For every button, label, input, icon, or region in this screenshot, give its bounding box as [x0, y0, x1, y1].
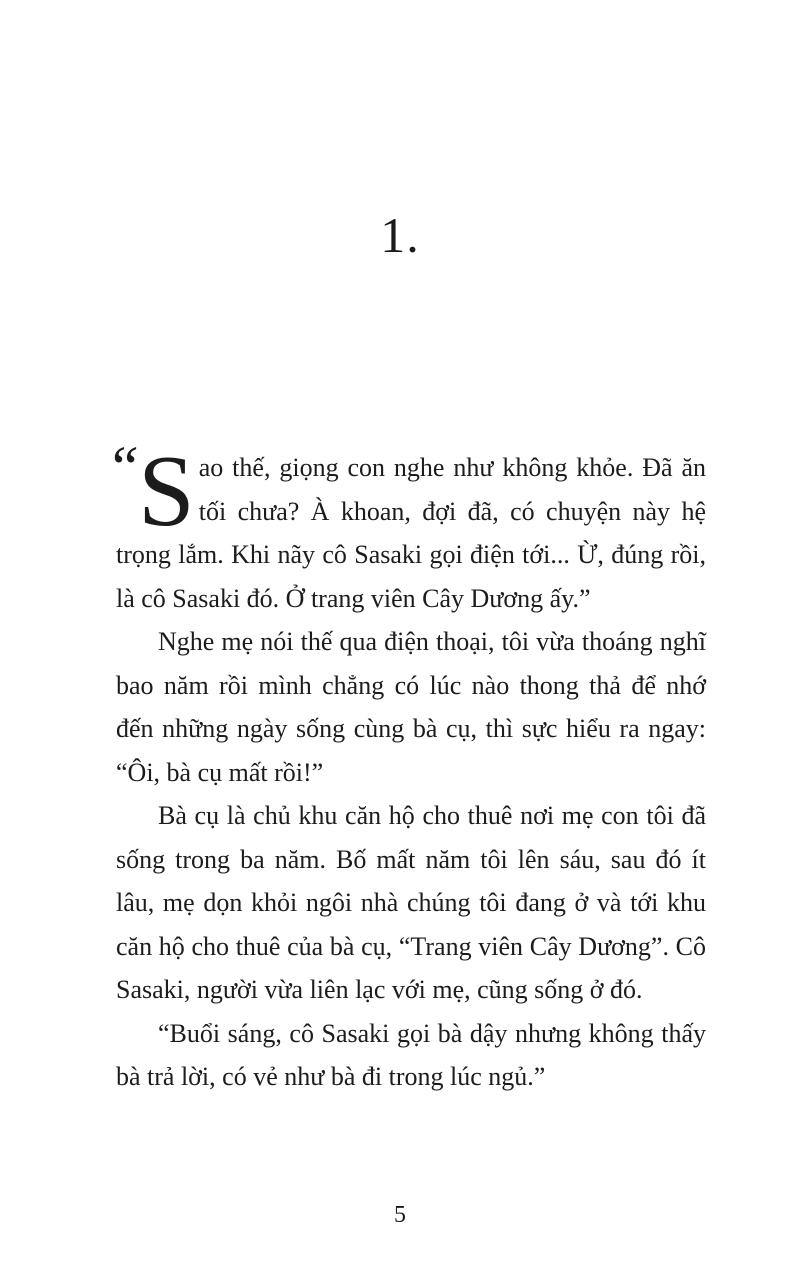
chapter-number: 1. [380, 207, 420, 263]
opening-paragraph-text: ao thế, giọng con nghe như không khỏe. Đã ăn tối chưa? À khoan, đợi đã, có chuyện này hệ trọng lắm. Khi nãy cô Sasaki gọi điện tới... Ừ, đúng rồi, là cô Sasaki đó. Ở trang viên Cây Dương ấy.” [116, 453, 706, 613]
paragraph: Nghe mẹ nói thế qua điện thoại, tôi vừa thoáng nghĩ bao năm rồi mình chẳng có lúc nào thong thả để nhớ đến những ngày sống cùng bà cụ, thì sực hiểu ra ngay: “Ôi, bà cụ mất rồi!” [116, 627, 706, 787]
body-text [106, 434, 706, 1099]
paragraph: “Buổi sáng, cô Sasaki gọi bà dậy nhưng không thấy bà trả lời, có vẻ như bà đi trong lúc ngủ.” [116, 1018, 706, 1091]
page-number: 5 [394, 1202, 406, 1228]
drop-cap: S [138, 435, 195, 548]
paragraph: Bà cụ là chủ khu căn hộ cho thuê nơi mẹ con tôi đã sống trong ba năm. Bố mất năm tôi lên sáu, sau đó ít lâu, mẹ dọn khỏi ngôi nhà chúng tôi đang ở và tới khu căn hộ cho thuê của bà cụ, “Trang viên Cây Dương”. Cô Sasaki, người vừa liên lạc với mẹ, cũng sống ở đó. [116, 801, 706, 1004]
opening-quote-mark: “ [106, 434, 140, 500]
opening-paragraph [106, 434, 706, 620]
